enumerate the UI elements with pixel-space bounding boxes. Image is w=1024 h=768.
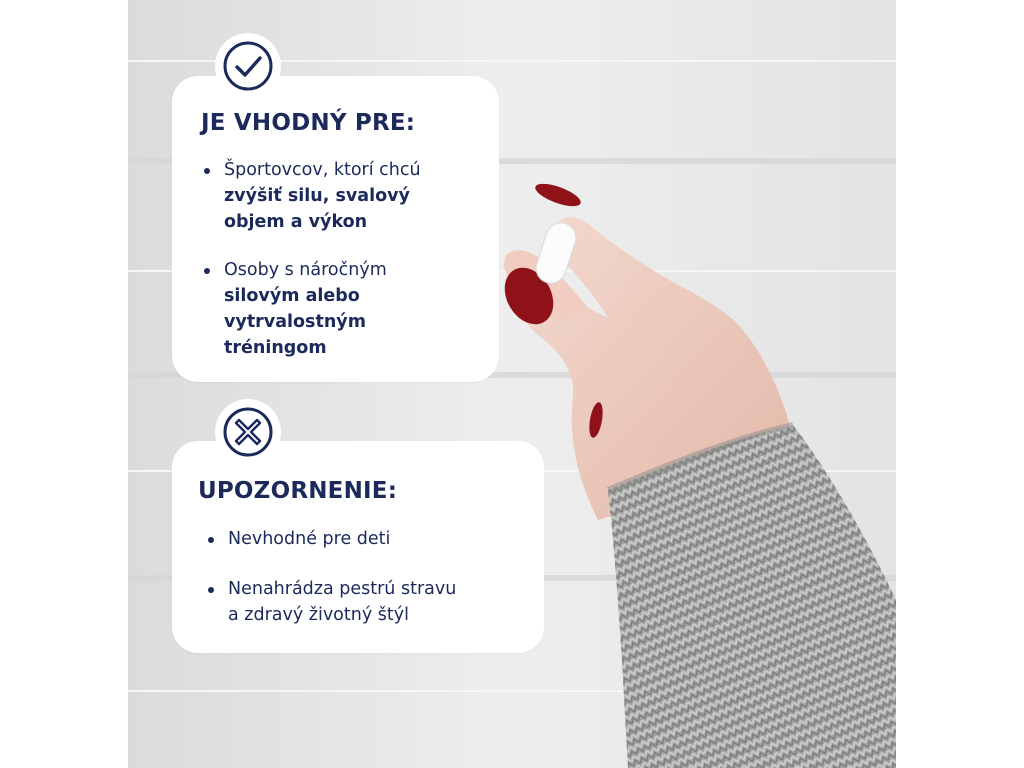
list-item-bold-text: vytrvalostným xyxy=(224,312,366,332)
list-item-text: Nevhodné pre deti xyxy=(228,529,391,549)
cross-badge xyxy=(215,399,281,465)
check-circle-icon xyxy=(215,33,281,99)
warning-heading: UPOZORNENIE: xyxy=(198,478,398,504)
bullet-icon xyxy=(208,537,214,543)
list-item-text: a zdravý životný štýl xyxy=(228,605,409,625)
cross-circle-icon xyxy=(215,399,281,465)
list-item-text: Nenahrádza pestrú stravu xyxy=(228,579,457,599)
list-item-bold-text: zvýšiť silu, svalový xyxy=(224,186,410,206)
bullet-icon xyxy=(204,168,210,174)
list-item-bold-text: objem a výkon xyxy=(224,212,368,232)
list-item xyxy=(201,157,491,235)
list-item-text: Osoby s náročným xyxy=(224,260,387,280)
list-item-bold-text: silovým alebo xyxy=(224,286,360,306)
list-item-text: Športovcov, ktorí chcú xyxy=(224,160,421,180)
suitable-for-list xyxy=(201,157,491,383)
list-item xyxy=(205,526,535,552)
list-item xyxy=(205,576,535,628)
check-badge xyxy=(215,33,281,99)
warning-list xyxy=(205,526,535,652)
list-item-bold-text: tréningom xyxy=(224,338,327,358)
list-item xyxy=(201,257,491,361)
bullet-icon xyxy=(204,268,210,274)
bullet-icon xyxy=(208,587,214,593)
suitable-for-heading: JE VHODNÝ PRE: xyxy=(201,110,416,136)
